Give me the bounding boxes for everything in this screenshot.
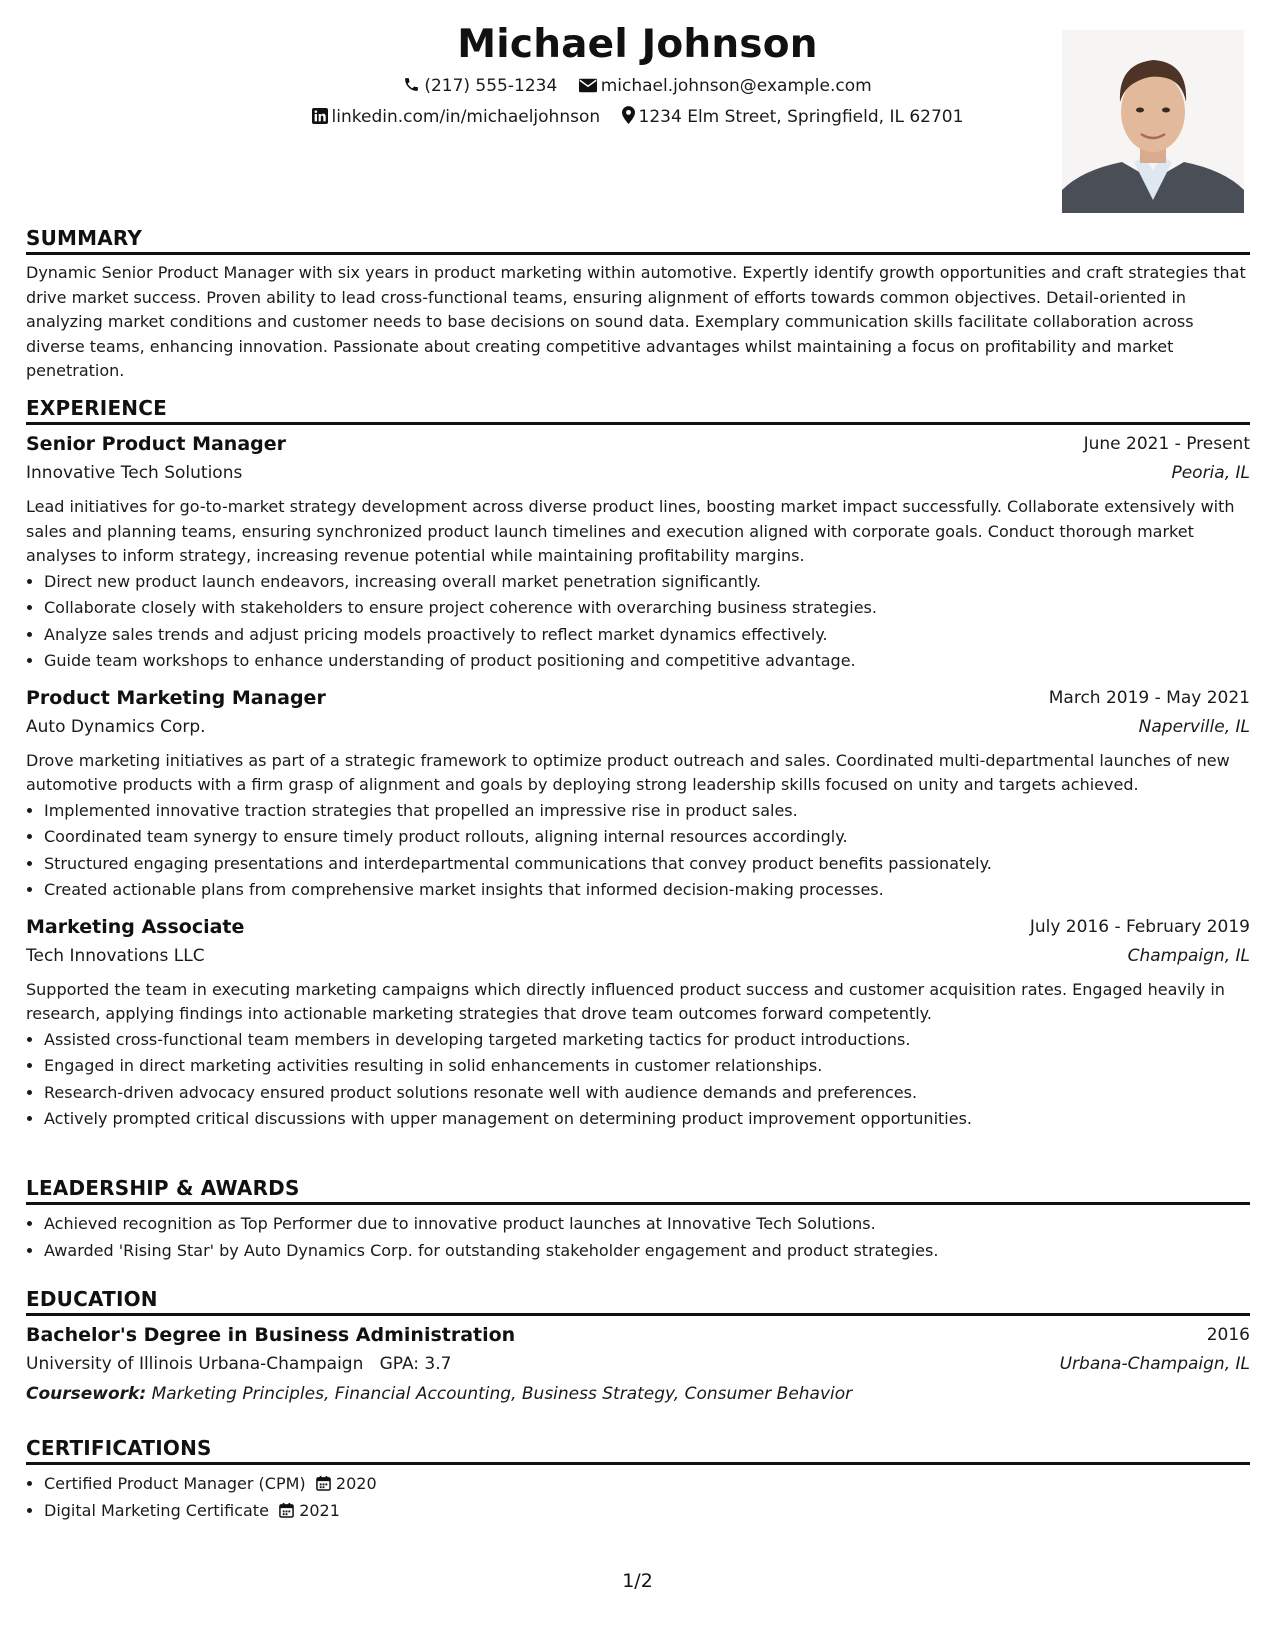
degree-title: Bachelor's Degree in Business Administration [26, 1324, 516, 1346]
section-title: CERTIFICATIONS [26, 1436, 1250, 1465]
list-item [44, 1471, 1250, 1498]
list-item: • Direct new product launch endeavors, increasing overall market penetration significantly. [44, 569, 1250, 596]
job-dates: June 2021 - Present [1083, 434, 1250, 454]
summary-section [26, 226, 1250, 384]
page-number: 1/2 [622, 1570, 653, 1592]
email-contact[interactable] [579, 76, 872, 96]
school-line [26, 1354, 451, 1374]
job-entry [26, 687, 1250, 904]
candidate-name: Michael Johnson [457, 22, 818, 67]
phone-contact [403, 76, 557, 96]
section-title: SUMMARY [26, 226, 1250, 255]
certifications-section [26, 1436, 1250, 1524]
job-entry [26, 433, 1250, 675]
list-item: • Assisted cross-functional team members in developing targeted marketing tactics for product introductions. [44, 1027, 1250, 1054]
linkedin-contact[interactable] [312, 107, 601, 127]
list-item: • Guide team workshops to enhance understanding of product positioning and competitive advantage. [44, 648, 1250, 675]
list-item [44, 1498, 1250, 1525]
job-location: Peoria, IL [1171, 463, 1250, 483]
calendar-icon [316, 1475, 331, 1491]
job-description: Lead initiatives for go-to-market strategy development across diverse product lines, boosting market impact successfully. Collaborate extensively with sales and planning teams, ensuring synchronized product launch timelines and execution aligned with corporate goals. Conduct thorough market analyses to inform strategy, increasing revenue potential while maintaining profitability margins. [26, 497, 1235, 565]
certifications-list [26, 1471, 1250, 1524]
list-item: • Collaborate closely with stakeholders to ensure project coherence with overarching business strategies. [44, 595, 1250, 622]
job-location: Naperville, IL [1138, 716, 1250, 737]
phone-icon [403, 76, 420, 93]
list-item: • Awarded 'Rising Star' by Auto Dynamics Corp. for outstanding stakeholder engagement and product strategies. [44, 1238, 1250, 1265]
job-company: Auto Dynamics Corp. [26, 716, 206, 737]
coursework-line [26, 1384, 1250, 1404]
section-title: LEADERSHIP & AWARDS [26, 1176, 1250, 1205]
list-item: • Coordinated team synergy to ensure timely product rollouts, aligning internal resources accordingly. [44, 824, 1250, 851]
address-contact [622, 106, 964, 127]
list-item: • Achieved recognition as Top Performer due to innovative product launches at Innovative Tech Solutions. [44, 1211, 1250, 1238]
list-item: • Created actionable plans from comprehensive market insights that informed decision-making processes. [44, 877, 1250, 904]
job-bullets [26, 798, 1250, 904]
graduation-year: 2016 [1206, 1325, 1250, 1345]
job-company: Innovative Tech Solutions [26, 463, 243, 483]
leadership-list [26, 1211, 1250, 1264]
gpa: GPA: 3.7 [379, 1354, 452, 1374]
summary-text: Dynamic Senior Product Manager with six years in product marketing within automotive. Expertly identify growth opportunities and craft strategies that drive market success. Proven ability to lead cross-functional teams, ensuring alignment of efforts towards common objectives. Detail-oriented in analyzing market conditions and customer needs to base decisions on sound data. Exemplary communication skills facilitate collaboration across diverse teams, enhancing innovation. Passionate about creating competitive advantages whilst maintaining a focus on profitability and market penetration. [26, 263, 1246, 380]
leadership-section [26, 1176, 1250, 1264]
list-item: • Implemented innovative traction strategies that propelled an impressive rise in product sales. [44, 798, 1250, 825]
list-item: • Actively prompted critical discussions with upper management on determining product improvement opportunities. [44, 1106, 1250, 1133]
job-title: Senior Product Manager [26, 433, 287, 455]
calendar-icon [279, 1502, 294, 1518]
job-title: Marketing Associate [26, 915, 245, 938]
cert-year: 2021 [299, 1500, 340, 1520]
linkedin-icon [312, 108, 328, 124]
school-name: University of Illinois Urbana-Champaign [26, 1354, 364, 1374]
cert-name: Digital Marketing Certificate [44, 1500, 269, 1520]
phone-text: (217) 555-1234 [424, 76, 558, 96]
job-bullets [26, 569, 1250, 675]
section-title: EXPERIENCE [26, 396, 1250, 425]
list-item: • Structured engaging presentations and interdepartmental communications that convey product benefits passionately. [44, 851, 1250, 878]
job-description: Supported the team in executing marketing campaigns which directly influenced product success and customer acquisition rates. Engaged heavily in research, applying findings into actionable marketing strategies that drove team outcomes forward competently. [26, 979, 1225, 1023]
coursework-text: Marketing Principles, Financial Accounting, Business Strategy, Consumer Behavior [151, 1384, 853, 1404]
profile-photo [1062, 30, 1244, 213]
coursework-label: Coursework: [26, 1384, 147, 1404]
address-text: 1234 Elm Street, Springfield, IL 62701 [638, 107, 964, 127]
job-location: Champaign, IL [1127, 945, 1250, 966]
job-dates: March 2019 - May 2021 [1048, 687, 1250, 708]
job-company: Tech Innovations LLC [26, 945, 205, 966]
section-title: EDUCATION [26, 1287, 1250, 1316]
list-item: • Analyze sales trends and adjust pricing models proactively to reflect market dynamics effectively. [44, 622, 1250, 649]
job-dates: July 2016 - February 2019 [1029, 916, 1250, 937]
cert-year: 2020 [335, 1474, 377, 1493]
email-text[interactable]: michael.johnson@example.com [600, 76, 872, 96]
linkedin-text[interactable]: linkedin.com/in/michaeljohnson [331, 107, 601, 127]
experience-section [26, 396, 1250, 1133]
school-location: Urbana-Champaign, IL [1059, 1354, 1250, 1374]
map-pin-icon [622, 106, 635, 124]
cert-name: Certified Product Manager (CPM) [44, 1474, 306, 1493]
job-title: Product Marketing Manager [26, 686, 326, 709]
job-entry [26, 916, 1250, 1133]
education-section [26, 1287, 1250, 1404]
job-bullets [26, 1027, 1250, 1133]
envelope-icon [579, 78, 597, 93]
list-item: • Research-driven advocacy ensured product solutions resonate well with audience demands and preferences. [44, 1080, 1250, 1107]
job-description: Drove marketing initiatives as part of a strategic framework to optimize product outreach and sales. Coordinated multi-departmental launches of new automotive products with a firm grasp of alignment and goals by deploying strong leadership skills focused on unity and targets achieved. [26, 750, 1230, 794]
list-item: • Engaged in direct marketing activities resulting in solid enhancements in customer relationships. [44, 1053, 1250, 1080]
